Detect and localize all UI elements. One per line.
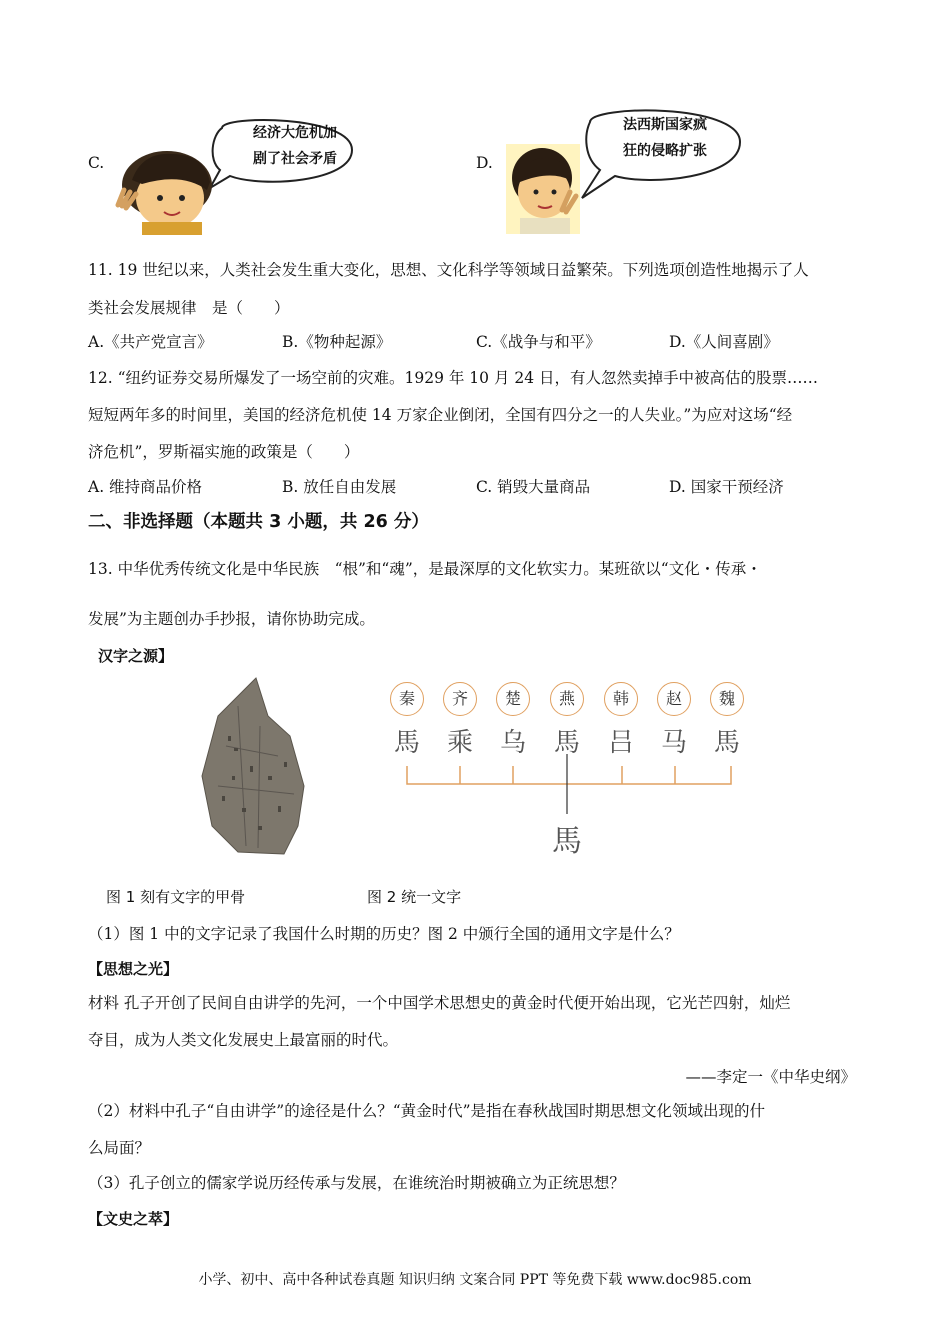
state-qi: 齐 — [443, 682, 477, 716]
q13-subquestion-1: （1）图 1 中的文字记录了我国什么时期的历史？图 2 中颁行全国的通用文字是什么？ — [88, 925, 680, 943]
seal-glyph-han: 吕 — [607, 728, 634, 758]
q11-option-d: D.《人间喜剧》 — [669, 333, 779, 351]
option-c-label: C. — [88, 154, 105, 172]
state-chu: 楚 — [496, 682, 530, 716]
q11-stem-line2: 类社会发展规律 是（ ） — [88, 299, 290, 317]
q11-option-c: C.《战争与和平》 — [476, 333, 601, 351]
bubble-text-c: 经济大危机加 剧了社会矛盾 — [253, 125, 337, 167]
q12-stem-line1: 12. “纽约证券交易所爆发了一场空前的灾难。1929 年 10 月 24 日，有人忽然卖掉手中被高估的股票…… — [88, 369, 819, 387]
figure2-caption: 图 2 统一文字 — [367, 888, 462, 906]
material-line1: 材料 孔子开创了民间自由讲学的先河，一个中国学术思想史的黄金时代便开始出现，它光芒四射，灿烂 — [88, 994, 791, 1012]
q12-option-a: A. 维持商品价格 — [88, 478, 203, 496]
state-qin: 秦 — [390, 682, 424, 716]
q13-subquestion-2-line2: 么局面？ — [88, 1139, 151, 1157]
q12-option-c: C. 销毁大量商品 — [476, 478, 591, 496]
subhead-sixiang: 【思想之光】 — [88, 960, 179, 978]
option-d-label: D. — [476, 154, 493, 172]
q11-stem-line1: 11. 19 世纪以来，人类社会发生重大变化，思想、文化科学等领域日益繁荣。下列选项创造性地揭示了人 — [88, 261, 809, 279]
seal-glyph-zhao: 马 — [660, 728, 687, 758]
seal-glyph-wei: 馬 — [713, 728, 740, 758]
q13-stem-line1: 13. 中华优秀传统文化是中华民族 “根”和“魂”，是最深厚的文化软实力。某班欲以“文化・传承・ — [88, 560, 762, 578]
q12-option-b: B. 放任自由发展 — [282, 478, 397, 496]
figure1-caption: 图 1 刻有文字的甲骨 — [106, 888, 246, 906]
state-wei: 魏 — [710, 682, 744, 716]
q12-stem-line3: 济危机”，罗斯福实施的政策是（ ） — [88, 443, 360, 461]
subhead-wenshi: 【文史之萃】 — [88, 1210, 179, 1228]
state-han: 韩 — [604, 682, 638, 716]
state-yan: 燕 — [550, 682, 584, 716]
q12-option-d: D. 国家干预经济 — [669, 478, 784, 496]
seal-glyph-qi: 乘 — [446, 728, 473, 758]
material-source: ——李定一《中华史纲》 — [685, 1068, 856, 1086]
unified-seal-glyph: 馬 — [552, 824, 582, 859]
q13-stem-line2: 发展”为主题创办手抄报，请你协助完成。 — [88, 610, 375, 628]
q13-subquestion-3: （3）孔子创立的儒家学说历经传承与发展，在谁统治时期被确立为正统思想？ — [88, 1174, 625, 1192]
q12-stem-line2: 短短两年多的时间里，美国的经济危机使 14 万家企业倒闭，全国有四分之一的人失业。”为应对这场“经 — [88, 406, 793, 424]
oracle-bone-image — [198, 676, 310, 856]
q13-subquestion-2-line1: （2）材料中孔子“自由讲学”的途径是什么？“黄金时代”是指在春秋战国时期思想文化领域出现的什 — [88, 1102, 766, 1120]
state-zhao: 赵 — [657, 682, 691, 716]
section2-heading: 二、非选择题（本题共 3 小题，共 26 分） — [88, 512, 429, 532]
subhead-hanzi: 汉字之源】 — [98, 647, 174, 665]
unified-script-diagram — [385, 680, 765, 860]
page-footer: 小学、初中、高中各种试卷真题 知识归纳 文案合同 PPT 等免费下载 www.doc985.com — [198, 1272, 752, 1288]
q11-option-a: A.《共产党宣言》 — [88, 333, 213, 351]
seal-glyph-qin: 馬 — [393, 728, 420, 758]
material-line2: 夺目，成为人类文化发展史上最富丽的时代。 — [88, 1031, 399, 1049]
seal-glyph-yan: 馬 — [553, 728, 580, 758]
seal-glyph-chu: 乌 — [499, 728, 526, 758]
q11-option-b: B.《物种起源》 — [282, 333, 392, 351]
bubble-text-d: 法西斯国家疯 狂的侵略扩张 — [623, 117, 707, 159]
